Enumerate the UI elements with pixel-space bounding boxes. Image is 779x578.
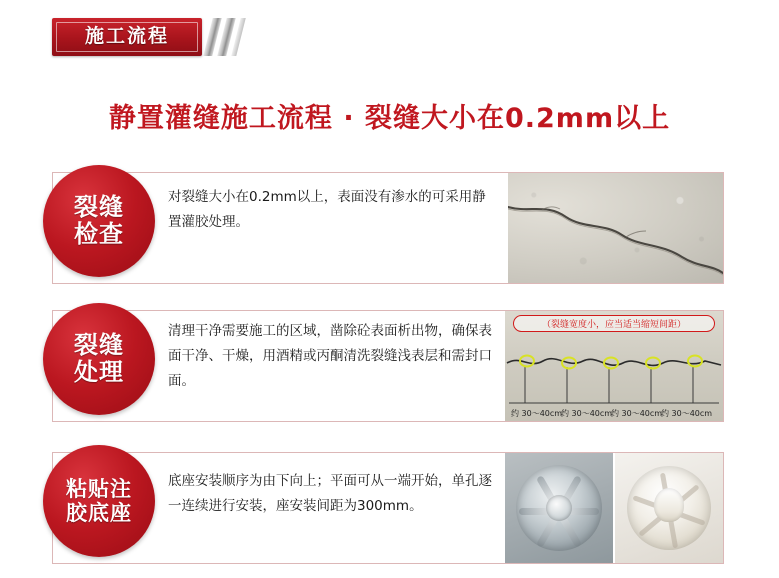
step-3-description: 底座安装顺序为由下向上；平面可从一端开始，单孔逐一连续进行安装，座安装间距为300mm。	[168, 473, 492, 514]
step-2-badge	[43, 303, 155, 415]
metal-base-disc	[516, 465, 602, 551]
step-3-badge-line-1: 粘贴注	[66, 476, 132, 501]
crack-path-icon	[505, 311, 723, 421]
plastic-base-disc	[627, 466, 711, 550]
step-3-badge-line-2: 胶底座	[66, 501, 132, 525]
dimension-label: 约 30～40cm	[611, 409, 663, 418]
dimension-label: 约 30～40cm	[661, 409, 713, 418]
banner-slash-decoration	[204, 18, 264, 56]
page-title: 静置灌缝施工流程 · 裂缝大小在0.2mm以上	[108, 103, 671, 134]
step-2-description: 清理干净需要施工的区域，凿除砼表面析出物，确保表面干净、干燥，用酒精或丙酮清洗裂缝浅表层和需封口面。	[168, 323, 492, 389]
diagram-note: （裂缝宽度小，应当适当缩短间距）	[513, 315, 715, 332]
crack-closeup-photo	[508, 173, 723, 283]
crack-spacing-diagram	[505, 311, 723, 421]
crack-line-icon	[508, 173, 723, 283]
step-1-badge	[43, 165, 155, 277]
header-banner	[52, 18, 264, 56]
dimension-label: 约 30～40cm	[511, 409, 563, 418]
dimension-label: 约 30～40cm	[561, 409, 613, 418]
header-banner-label: 施工流程	[84, 26, 169, 47]
step-1-badge-line-2: 检查	[74, 220, 124, 248]
metal-base-photo	[505, 453, 613, 563]
step-3-badge-text	[66, 477, 132, 525]
step-1-badge-text	[74, 194, 124, 248]
step-1-badge-line-1: 裂缝	[74, 193, 124, 222]
disc-hub	[546, 495, 572, 521]
step-row-3	[52, 452, 724, 564]
disc-hub	[654, 488, 684, 522]
step-3-badge	[43, 445, 155, 557]
step-2-badge-text	[74, 332, 124, 386]
step-2-badge-line-1: 裂缝	[74, 331, 124, 360]
step-2-badge-line-2: 处理	[74, 358, 124, 386]
step-row-1	[52, 172, 724, 284]
plastic-base-photo	[615, 453, 723, 563]
step-1-description: 对裂缝大小在0.2mm以上，表面没有渗水的可采用静置灌胶处理。	[168, 189, 486, 230]
step-row-2	[52, 310, 724, 422]
